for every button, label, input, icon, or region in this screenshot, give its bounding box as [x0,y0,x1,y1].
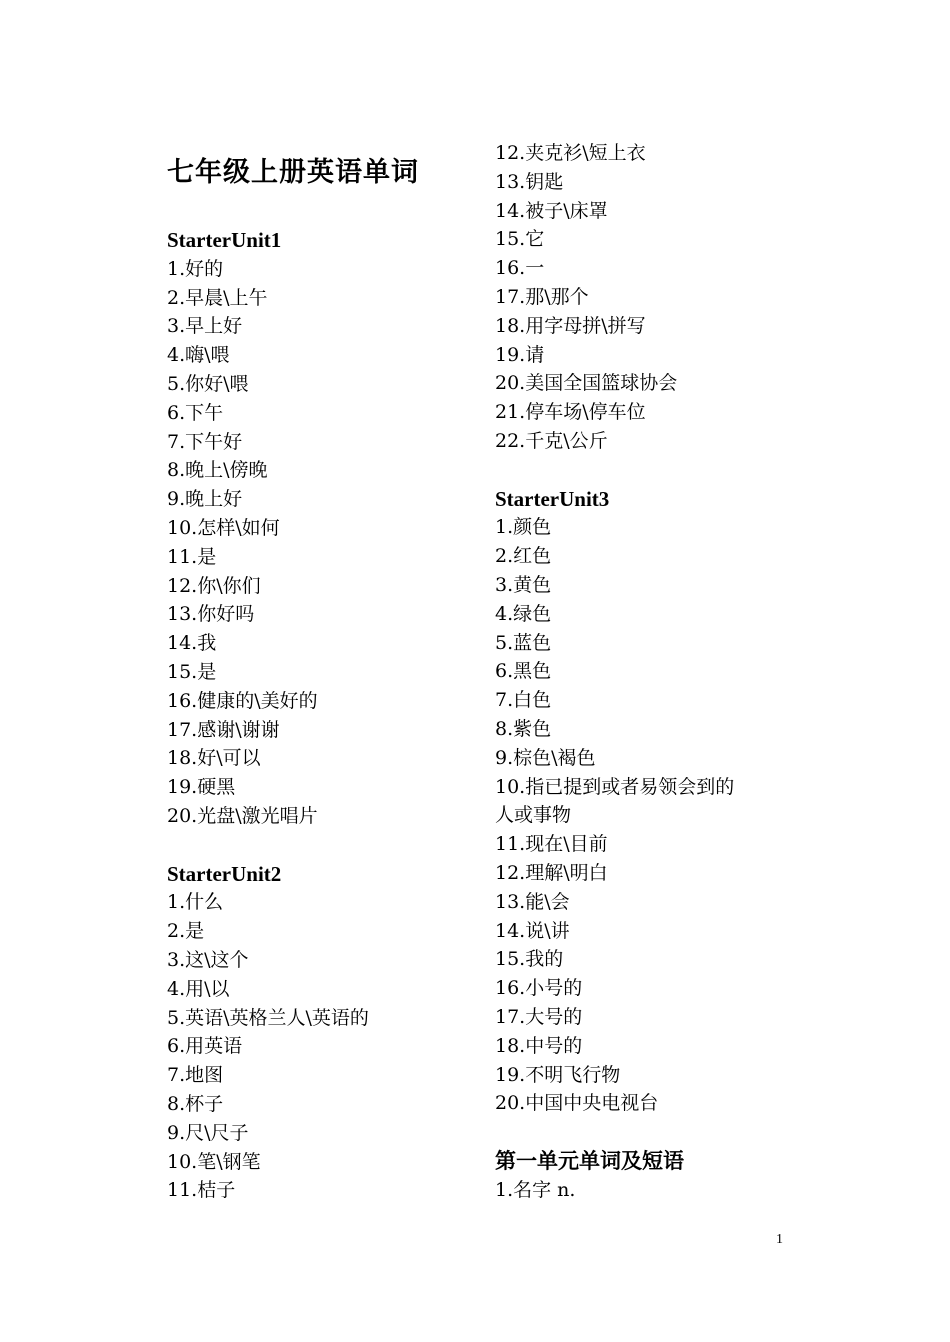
section-heading: StarterUnit2 [167,861,282,886]
vocab-item: 13.钥匙 [495,170,564,193]
section-heading: 第一单元单词及短语 [495,1148,684,1173]
vocab-item: 18.中号的 [495,1034,583,1057]
vocab-item: 12.理解\明白 [495,861,608,884]
vocab-item: 4.用\以 [167,977,230,1000]
vocab-item: 20.中国中央电视台 [495,1092,659,1115]
vocab-item: 6.用英语 [167,1035,243,1058]
vocab-item: 3.黄色 [495,573,552,596]
vocab-item: 5.英语\英格兰人\英语的 [167,1006,369,1029]
vocab-item: 1.什么 [167,891,224,914]
vocab-item: 4.嗨\喂 [167,344,230,367]
vocab-item: 1.名字 n. [495,1178,576,1201]
vocab-item: 7.白色 [495,689,552,712]
blank-line [495,1118,795,1147]
vocab-item: 15.它 [495,228,545,251]
vocab-item: 14.我 [167,632,217,655]
section-heading: StarterUnit3 [495,486,610,511]
section-heading: StarterUnit1 [167,228,282,252]
vocab-item: 6.黑色 [495,660,552,683]
vocab-item: 7.下午好 [167,430,243,453]
vocab-item: 11.桔子 [167,1179,236,1202]
vocab-item: 9.晚上好 [167,488,243,511]
vocab-item: 3.这\这个 [167,948,249,971]
vocab-item: 15.我的 [495,948,564,971]
right-column [495,139,795,1204]
vocab-item: 21.停车场\停车位 [495,401,646,424]
vocab-item: 18.用字母拼\拼写 [495,314,646,337]
vocab-item: 4.绿色 [495,602,552,625]
vocab-item: 7.地图 [167,1064,224,1087]
vocab-item: 6.下午 [167,401,224,424]
vocab-item: 2.红色 [495,545,552,568]
vocab-item: 10.指已提到或者易领会到的 [495,775,735,798]
blank-line [167,831,467,860]
vocab-item: 17.那\那个 [495,285,589,308]
vocab-item: 5.你好\喂 [167,372,249,395]
vocab-item: 10.笔\钢笔 [167,1150,261,1173]
vocab-item: 18.好\可以 [167,747,261,770]
vocab-item: 8.杯子 [167,1092,224,1115]
vocab-item: 17.大号的 [495,1005,583,1028]
left-column [167,226,467,1205]
vocab-item: 9.尺\尺子 [167,1121,249,1144]
vocab-item: 13.能\会 [495,890,570,913]
blank-line [495,456,795,485]
vocab-item: 2.是 [167,920,205,943]
vocab-item: 1.好的 [167,257,224,280]
vocab-item: 8.晚上\傍晚 [167,459,268,482]
vocab-item: 11.现在\目前 [495,833,608,856]
vocab-item: 12.你\你们 [167,574,261,597]
vocab-item: 1.颜色 [495,516,552,539]
vocab-item: 13.你好吗 [167,603,255,626]
vocab-item: 19.硬黑 [167,776,236,799]
vocab-item: 16.小号的 [495,977,583,1000]
vocab-item: 11.是 [167,545,217,568]
vocab-item: 15.是 [167,660,217,683]
vocab-item: 人或事物 [495,804,572,827]
vocab-item: 20.美国全国篮球协会 [495,372,678,395]
page-number: 1 [776,1232,783,1247]
vocab-item: 19.请 [495,343,545,366]
vocab-item: 3.早上好 [167,315,243,338]
vocab-item: 5.蓝色 [495,631,552,654]
vocab-item: 2.早晨\上午 [167,286,268,309]
vocab-item: 14.被子\床罩 [495,199,608,222]
vocab-item: 12.夹克衫\短上衣 [495,142,646,164]
vocab-item: 14.说\讲 [495,919,570,942]
vocab-item: 8.紫色 [495,717,552,740]
vocab-item: 16.健康的\美好的 [167,689,318,712]
vocab-item: 16.一 [495,257,545,280]
vocab-item: 9.棕色\褐色 [495,746,596,769]
vocab-item: 17.感谢\谢谢 [167,718,280,741]
vocab-item: 22.千克\公斤 [495,429,608,452]
vocab-item: 10.怎样\如何 [167,516,280,539]
vocab-item: 20.光盘\激光唱片 [167,804,318,827]
document-title: 七年级上册英语单词 [167,157,419,188]
vocab-item: 19.不明飞行物 [495,1063,621,1086]
